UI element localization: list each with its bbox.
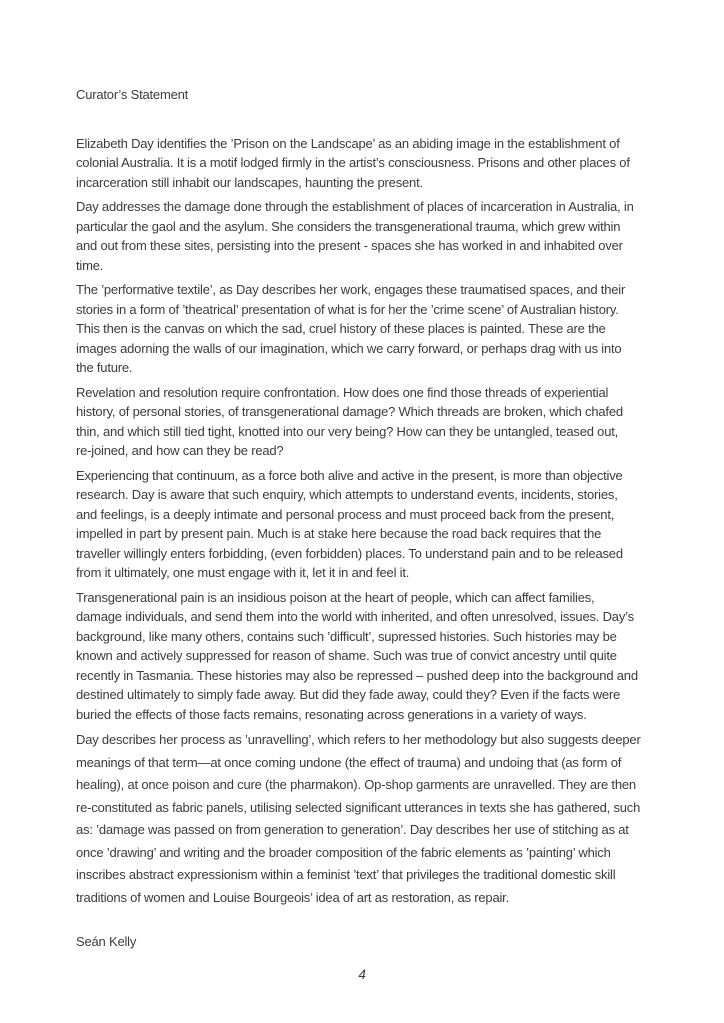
paragraph-line: particular the gaol and the asylum. She considers the transgenerational trauma, which grew within (76, 218, 621, 234)
paragraph-line: Day describes her process as ’unravelling’, which refers to her methodology but also suggests deeper (76, 732, 641, 747)
paragraph-line: meanings of that term—at once coming undone (the effect of trauma) and undoing that (as form of (76, 754, 622, 770)
paragraph-line: re-constituted as fabric panels, utilising selected significant utterances in texts she has gathered, such (76, 799, 641, 815)
document-title: Curator’s Statement (76, 87, 189, 102)
paragraph-line: the future. (76, 360, 133, 375)
paragraph-line: re-joined, and how can they be read? (76, 443, 284, 458)
paragraph-line: known and actively suppressed for reason of shame. Such was true of convict ancestry until quite (76, 648, 617, 663)
document-content (76, 85, 676, 952)
paragraph-line: traveller willingly enters forbidding, (even forbidden) places. To understand pain and to be released (76, 545, 623, 561)
paragraph-line: and feelings, is a deeply intimate and personal process and must proceed back from the present, (76, 506, 615, 522)
paragraph-line: background, like many others, contains such ’difficult’, supressed histories. Such histories may be (76, 628, 617, 644)
paragraph-line: from it ultimately, one must engage with it, let it in and feel it. (76, 565, 410, 580)
paragraph-line: and out from these sites, persisting into the present - spaces she has worked in and inhabited over (76, 238, 623, 253)
paragraph-line: inscribes abstract expressionism within a feminist ’text’ that privileges the traditional domestic skill (76, 867, 616, 882)
paragraph-line: Day addresses the damage done through the establishment of places of incarceration in Australia, in (76, 199, 634, 214)
paragraph-line: destined ultimately to simply fade away. But did they fade away, could they? Even if the facts were (76, 687, 621, 702)
paragraph-line: damage individuals, and send them into the world with inherited, and often unresolved, issues. Day’s (76, 609, 634, 624)
paragraph-line: once ’drawing’ and writing and the broader composition of the fabric elements as ’painting’ which (76, 844, 611, 860)
paragraph-line: This then is the canvas on which the sad, cruel history of these places is painted. These are the (76, 321, 606, 336)
paragraph-line: Revelation and resolution require confrontation. How does one find those threads of experiential (76, 384, 609, 400)
author-signoff: Seán Kelly (76, 934, 137, 949)
document-body (76, 134, 676, 910)
paragraph-line: healing), at once poison and cure (the pharmakon). Op-shop garments are unravelled. They are then (76, 777, 636, 792)
paragraph (76, 383, 676, 461)
paragraph-line: incarceration still inhabit our landscapes, haunting the present. (76, 174, 423, 190)
paragraph-line: as: ’damage was passed on from generation to generation’. Day describes her use of stitching as at (76, 822, 629, 837)
paragraph-line: buried the effects of those facts remains, resonating across generations in a variety of ways. (76, 706, 587, 722)
paragraph-line: Transgenerational pain is an insidious poison at the heart of people, which can affect families, (76, 589, 595, 605)
paragraph (76, 280, 676, 378)
paragraph (76, 197, 676, 275)
paragraph (76, 466, 676, 583)
paragraph (76, 588, 676, 725)
paragraph-line: traditions of women and Louise Bourgeois’ idea of art as restoration, as repair. (76, 889, 509, 905)
paragraph-line: images adorning the walls of our imagination, which we carry forward, or perhaps drag with us into (76, 340, 622, 356)
paragraph-line: The ’performative textile’, as Day describes her work, engages these traumatised spaces, and their (76, 282, 626, 297)
paragraph-line: Elizabeth Day identifies the ’Prison on the Landscape’ as an abiding image in the establishment of (76, 135, 620, 151)
paragraph-line: recently in Tasmania. These histories may also be repressed – pushed deep into the background and (76, 667, 638, 683)
paragraph-line: colonial Australia. It is a motif lodged firmly in the artist’s consciousness. Prisons and other places of (76, 155, 630, 170)
paragraph-line: thin, and which still tied tight, knotted into our very being? How can they be untangled, teased out, (76, 423, 619, 439)
paragraph-line: stories in a form of ’theatrical’ presentation of what is for her the ’crime scene’ of Australian history. (76, 301, 619, 317)
paragraph-line: time. (76, 257, 104, 273)
paragraph-line: impelled in part by present pain. Much is at stake here because the road back requires that the (76, 526, 602, 541)
paragraph (76, 729, 676, 909)
paragraph (76, 134, 676, 193)
paragraph-line: research. Day is aware that such enquiry, which attempts to understand events, incidents, stories, (76, 487, 618, 502)
paragraph-line: history, of personal stories, of transgenerational damage? Which threads are broken, which chafed (76, 404, 623, 419)
page-number: 4 (358, 967, 366, 982)
paragraph-line: Experiencing that continuum, as a force both alive and active in the present, is more than objective (76, 467, 623, 483)
page-footer (0, 966, 724, 984)
